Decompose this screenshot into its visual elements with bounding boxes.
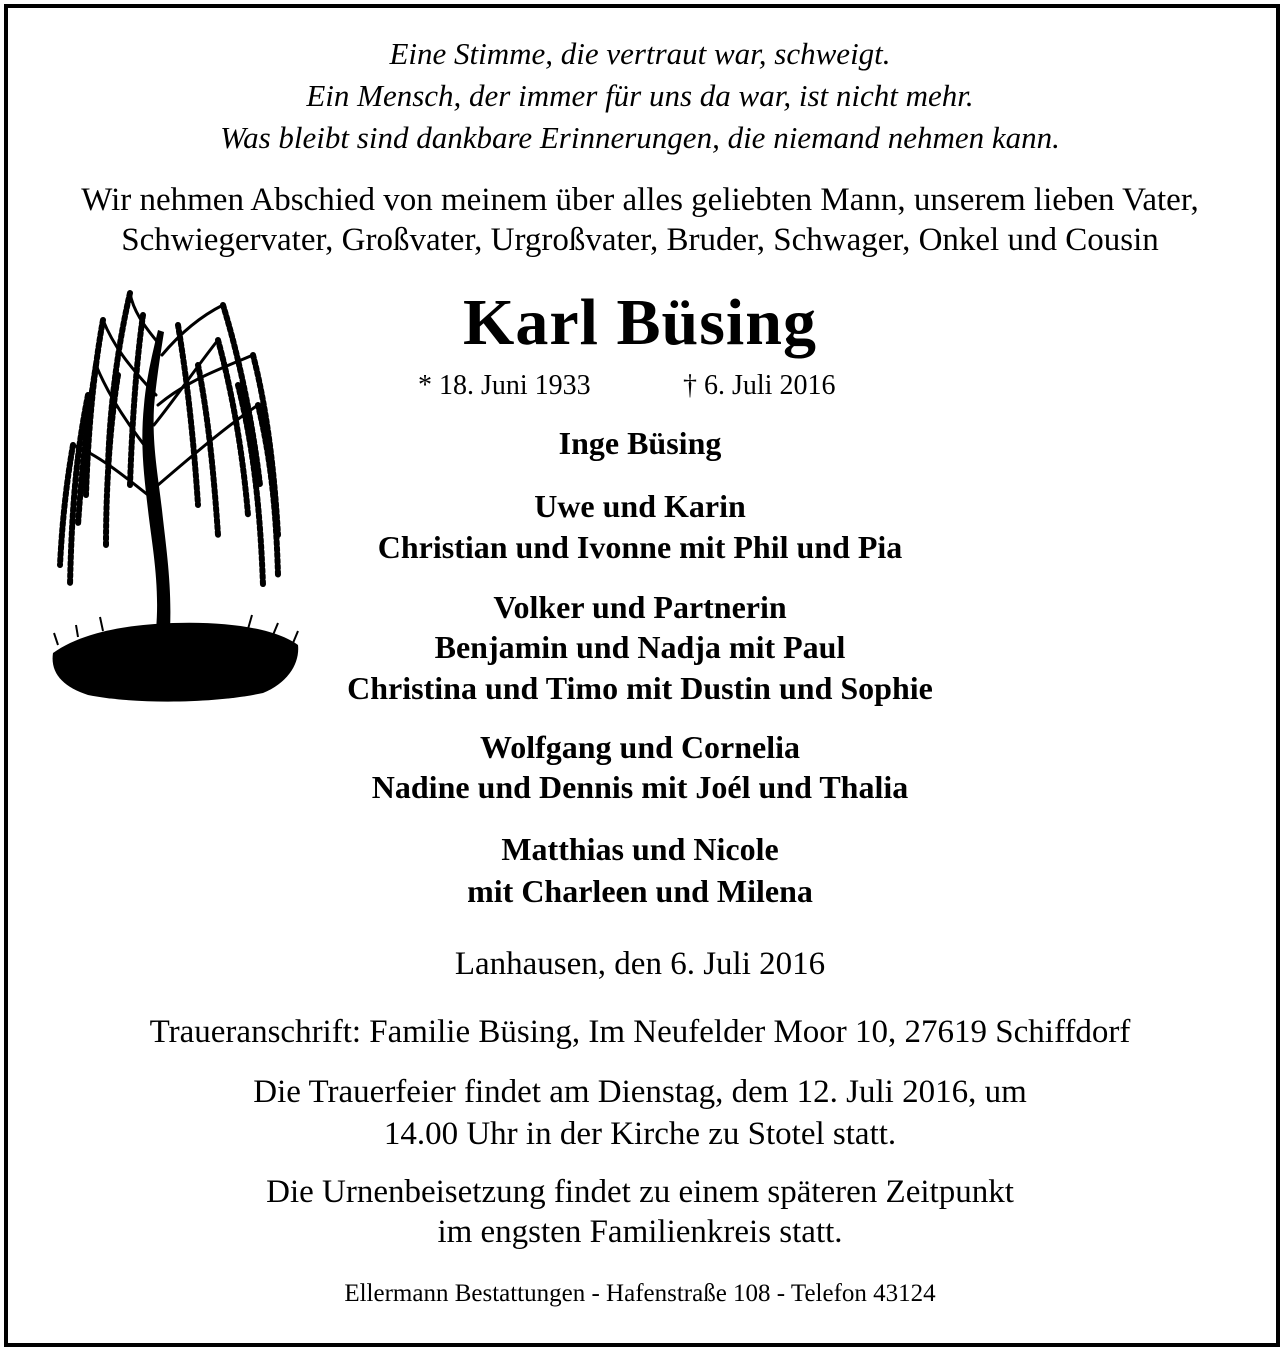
family-line: Volker und Partnerin (493, 589, 787, 625)
family-line: mit Charleen und Milena (467, 873, 813, 909)
mourning-address: Traueranschrift: Familie Büsing, Im Neufelder Moor 10, 27619 Schiffdorf (149, 1014, 1131, 1050)
burial-line-2: im engsten Familienkreis statt. (437, 1214, 843, 1250)
family-line: Christian und Ivonne mit Phil und Pia (377, 529, 903, 565)
family-line: Nadine und Dennis mit Joél und Thalia (371, 769, 909, 805)
service-line-2: 14.00 Uhr in der Kirche zu Stotel statt. (383, 1116, 897, 1152)
family-line: Inge Büsing (558, 425, 722, 461)
intro-line-1: Wir nehmen Abschied von meinem über alles geliebten Mann, unserem lieben Vater, (81, 182, 1199, 218)
family-line: Christina und Timo mit Dustin und Sophie (347, 670, 933, 706)
verse-line-2: Ein Mensch, der immer für uns da war, ist nicht mehr. (306, 78, 974, 113)
service-line-1: Die Trauerfeier findet am Dienstag, dem 12. Juli 2016, um (253, 1074, 1027, 1110)
verse-line-3: Was bleibt sind dankbare Erinnerungen, die niemand nehmen kann. (220, 120, 1060, 155)
death-date: † 6. Juli 2016 (683, 370, 836, 401)
family-line: Wolfgang und Cornelia (479, 729, 801, 765)
family-line: Matthias und Nicole (501, 831, 779, 867)
family-line: Benjamin und Nadja mit Paul (434, 629, 846, 665)
burial-line-1: Die Urnenbeisetzung findet zu einem späteren Zeitpunkt (266, 1174, 1014, 1210)
deceased-name: Karl Büsing (463, 286, 817, 359)
birth-date: * 18. Juni 1933 (418, 370, 591, 401)
intro-line-2: Schwiegervater, Großvater, Urgroßvater, Bruder, Schwager, Onkel und Cousin (121, 222, 1159, 258)
verse-line-1: Eine Stimme, die vertraut war, schweigt. (389, 36, 891, 71)
place-date: Lanhausen, den 6. Juli 2016 (454, 946, 826, 982)
undertaker-footer: Ellermann Bestattungen - Hafenstraße 108 - Telefon 43124 (344, 1280, 936, 1307)
family-line: Uwe und Karin (534, 488, 746, 524)
